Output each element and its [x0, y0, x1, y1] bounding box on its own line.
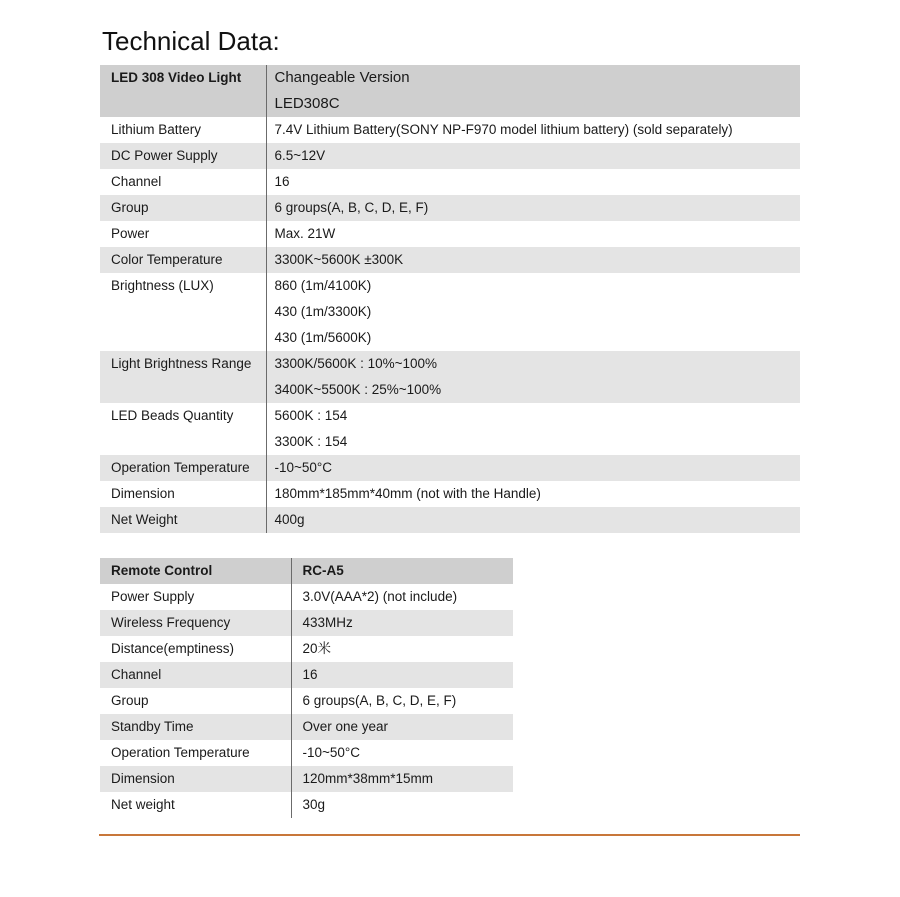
row-value: 3300K/5600K : 10%~100%	[274, 356, 438, 371]
page-title: Technical Data:	[102, 26, 280, 56]
row-value: 433MHz	[302, 615, 353, 630]
row-key: Wireless Frequency	[111, 615, 231, 630]
row-key-cell	[100, 117, 266, 143]
table-row	[100, 351, 800, 403]
row-value: 400g	[274, 512, 305, 527]
table-row	[100, 221, 800, 247]
row-key: Operation Temperature	[111, 460, 250, 475]
row-value: 5600K : 154	[274, 408, 348, 423]
table-row	[100, 169, 800, 195]
row-key: Lithium Battery	[111, 122, 202, 137]
table-row	[100, 507, 800, 533]
row-value-cell	[266, 403, 800, 455]
row-value-cell	[266, 117, 800, 143]
row-key: Distance(emptiness)	[111, 641, 235, 656]
row-key-cell	[100, 662, 291, 688]
row-key-cell	[100, 584, 291, 610]
row-key-cell	[100, 273, 266, 351]
row-value: 6 groups(A, B, C, D, E, F)	[274, 200, 429, 215]
header-key-cell	[100, 65, 266, 117]
row-key: Channel	[111, 174, 162, 189]
row-key: Group	[111, 693, 149, 708]
row-key: Operation Temperature	[111, 745, 250, 760]
row-value-cell	[266, 143, 800, 169]
row-value-cell	[291, 688, 513, 714]
row-key: Power Supply	[111, 589, 195, 604]
row-value: 16	[274, 174, 290, 189]
row-value: 3400K~5500K : 25%~100%	[274, 382, 442, 397]
row-value-cell	[266, 481, 800, 507]
row-value-cell	[266, 247, 800, 273]
footer-divider	[99, 834, 800, 836]
header-value: RC-A5	[302, 563, 344, 578]
row-key: Net weight	[111, 797, 175, 812]
row-value: Max. 21W	[274, 226, 336, 241]
row-value: 16	[302, 667, 318, 682]
table-row	[100, 403, 800, 455]
row-value: 3.0V(AAA*2) (not include)	[302, 589, 458, 604]
row-key: Power	[111, 226, 150, 241]
row-key-cell	[100, 455, 266, 481]
row-value: 3300K : 154	[274, 434, 348, 449]
header-value-cell	[291, 558, 513, 584]
table-row	[100, 714, 513, 740]
header-value: Changeable Version	[274, 69, 410, 86]
table-row	[100, 636, 513, 662]
row-value-cell	[291, 662, 513, 688]
row-key-cell	[100, 403, 266, 455]
row-key: Channel	[111, 667, 162, 682]
table-row	[100, 766, 513, 792]
row-value: 7.4V Lithium Battery(SONY NP-F970 model lithium battery) (sold separately)	[274, 122, 733, 137]
row-value-cell	[266, 221, 800, 247]
row-value: -10~50°C	[274, 460, 333, 475]
row-value-cell	[291, 584, 513, 610]
row-key-cell	[100, 481, 266, 507]
row-value-cell	[266, 273, 800, 351]
row-value-cell	[291, 636, 513, 662]
table-header-row	[100, 65, 800, 117]
row-key: Brightness (LUX)	[111, 278, 214, 293]
row-value: 20米	[302, 641, 332, 656]
row-value: 430 (1m/5600K)	[274, 330, 372, 345]
header-key-cell	[100, 558, 291, 584]
row-value-cell	[291, 714, 513, 740]
row-key: Color Temperature	[111, 252, 223, 267]
row-key-cell	[100, 143, 266, 169]
table-row	[100, 117, 800, 143]
row-key-cell	[100, 610, 291, 636]
row-value: 6 groups(A, B, C, D, E, F)	[302, 693, 457, 708]
row-value: -10~50°C	[302, 745, 361, 760]
row-value: 120mm*38mm*15mm	[302, 771, 434, 786]
row-value-cell	[266, 351, 800, 403]
header-key: Remote Control	[111, 563, 213, 578]
row-key-cell	[100, 195, 266, 221]
row-key-cell	[100, 740, 291, 766]
row-key-cell	[100, 169, 266, 195]
row-key-cell	[100, 221, 266, 247]
row-value-cell	[266, 507, 800, 533]
row-key: Net Weight	[111, 512, 178, 527]
row-value: 30g	[302, 797, 326, 812]
row-value-cell	[266, 195, 800, 221]
table-header-row	[100, 558, 513, 584]
row-key: Group	[111, 200, 149, 215]
table-row	[100, 610, 513, 636]
row-value: 860 (1m/4100K)	[274, 278, 372, 293]
row-key: Dimension	[111, 486, 175, 501]
row-key-cell	[100, 792, 291, 818]
header-key: LED 308 Video Light	[111, 70, 242, 85]
row-value: 3300K~5600K ±300K	[274, 252, 404, 267]
table-row	[100, 584, 513, 610]
row-key-cell	[100, 247, 266, 273]
table-row	[100, 740, 513, 766]
remote-spec-table	[100, 558, 513, 818]
table-row	[100, 143, 800, 169]
row-value-cell	[291, 766, 513, 792]
table-row	[100, 662, 513, 688]
row-key-cell	[100, 507, 266, 533]
row-value-cell	[266, 455, 800, 481]
row-value-cell	[291, 610, 513, 636]
row-value-cell	[291, 740, 513, 766]
row-key: LED Beads Quantity	[111, 408, 234, 423]
row-value: 6.5~12V	[274, 148, 326, 163]
row-value-cell	[291, 792, 513, 818]
row-key: DC Power Supply	[111, 148, 218, 163]
row-value: 180mm*185mm*40mm (not with the Handle)	[274, 486, 541, 501]
table-row	[100, 273, 800, 351]
row-key: Standby Time	[111, 719, 194, 734]
light-spec-table	[100, 65, 800, 533]
row-key-cell	[100, 714, 291, 740]
table-row	[100, 455, 800, 481]
row-key-cell	[100, 636, 291, 662]
row-value: 430 (1m/3300K)	[274, 304, 372, 319]
row-value: Over one year	[302, 719, 389, 734]
header-value-cell	[266, 65, 800, 117]
table-row	[100, 195, 800, 221]
table-row	[100, 688, 513, 714]
table-row	[100, 481, 800, 507]
row-key-cell	[100, 351, 266, 403]
table-row	[100, 247, 800, 273]
row-value-cell	[266, 169, 800, 195]
table-row	[100, 792, 513, 818]
row-key-cell	[100, 688, 291, 714]
header-value: LED308C	[274, 95, 340, 112]
row-key: Light Brightness Range	[111, 356, 252, 371]
row-key-cell	[100, 766, 291, 792]
row-key: Dimension	[111, 771, 175, 786]
